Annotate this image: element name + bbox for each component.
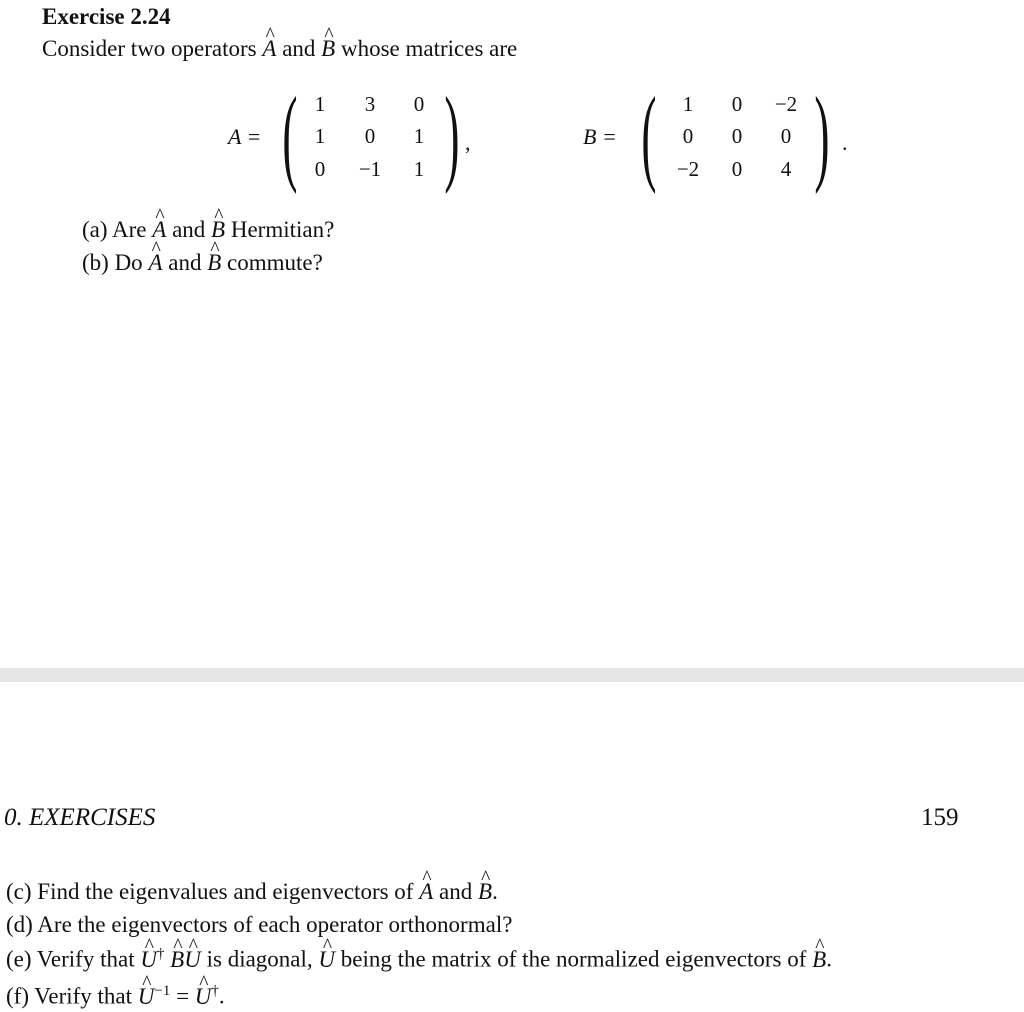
question-a-and: and <box>172 217 206 242</box>
operator-b-hat: ^ B <box>211 217 225 243</box>
question-b-prefix: (b) Do <box>82 250 143 275</box>
equals-sign: = <box>176 983 190 1009</box>
page-divider <box>0 668 1024 682</box>
question-e <box>6 946 832 973</box>
question-d: (d) Are the eigenvectors of each operator orthonormal? <box>6 912 513 937</box>
intro-and: and <box>282 36 316 61</box>
matrix-a-cell: 1 <box>413 157 425 181</box>
question-a-suffix: Hermitian? <box>230 217 335 242</box>
question-c <box>6 879 498 905</box>
matrix-b-cell: 0 <box>780 124 792 148</box>
exercise-title: Exercise 2.24 <box>42 4 171 29</box>
question-e-end: . <box>826 946 832 972</box>
intro-suffix: whose matrices are <box>340 36 518 61</box>
intro-prefix: Consider two operators <box>42 36 257 61</box>
question-e-suffix: being the matrix of the normalized eigenvectors of <box>340 946 807 972</box>
matrix-b-cell: −2 <box>774 92 798 116</box>
operator-u-hat: ^ U <box>195 984 212 1010</box>
matrix-a-cell: 0 <box>314 157 326 181</box>
dagger-symbol: † <box>156 946 165 962</box>
matrix-b-right-paren: ) <box>814 76 830 195</box>
matrix-a-cell: −1 <box>358 157 382 181</box>
question-c-and: and <box>439 879 473 904</box>
operator-b-hat: ^ B <box>321 36 335 62</box>
matrix-b-cell: 0 <box>731 92 743 116</box>
matrix-a-cell: 0 <box>413 92 425 116</box>
operator-b-hat: ^ B <box>170 947 184 973</box>
operator-u-hat: ^ U <box>140 947 157 973</box>
question-a-prefix: (a) Are <box>82 217 147 242</box>
question-f-prefix: (f) Verify that <box>6 983 133 1009</box>
matrix-a-label: A = <box>228 124 262 149</box>
matrix-a-cell: 3 <box>364 92 376 116</box>
operator-u-hat: ^ U <box>184 947 201 973</box>
matrix-b-trailing: . <box>842 130 848 155</box>
inverse-exponent: −1 <box>154 983 171 999</box>
question-b-and: and <box>168 250 202 275</box>
operator-a-hat: ^ A <box>419 879 433 905</box>
matrix-b-left-paren: ( <box>641 76 657 195</box>
question-f-end: . <box>218 983 225 1009</box>
question-f <box>6 983 225 1010</box>
exercise-intro <box>42 36 517 62</box>
dagger-symbol: † <box>211 983 219 999</box>
matrix-a-left-paren: ( <box>282 76 298 195</box>
matrix-b-cell: 0 <box>731 157 743 181</box>
question-c-prefix: (c) Find the eigenvalues and eigenvectors of <box>6 879 414 904</box>
operator-u-hat: ^ U <box>138 984 155 1010</box>
matrix-b-cell: −2 <box>676 157 700 181</box>
page-number: 159 <box>921 804 959 831</box>
question-a <box>82 217 334 243</box>
matrix-b-cell: 0 <box>682 124 694 148</box>
matrix-a-cell: 0 <box>364 124 376 148</box>
matrix-a-cell: 1 <box>314 124 326 148</box>
question-b-suffix: commute? <box>227 250 323 275</box>
matrix-b-cell: 0 <box>731 124 743 148</box>
operator-a-hat: ^ A <box>152 217 166 243</box>
matrix-a-right-paren: ) <box>444 76 460 195</box>
question-e-mid: is diagonal, <box>206 946 313 972</box>
operator-b-hat: ^ B <box>812 947 826 973</box>
operator-b-hat: ^ B <box>207 250 221 276</box>
operator-a-hat: ^ A <box>262 36 276 62</box>
operator-b-hat: ^ B <box>478 879 492 905</box>
operator-u-hat: ^ U <box>318 947 335 973</box>
operator-a-hat: ^ A <box>148 250 162 276</box>
question-c-end: . <box>492 879 498 904</box>
matrix-a-trailing: , <box>465 130 471 155</box>
matrix-a-cell: 1 <box>314 92 326 116</box>
question-b <box>82 250 323 276</box>
matrix-b-cell: 1 <box>682 92 694 116</box>
section-header: 0. EXERCISES <box>4 804 156 831</box>
matrix-b-label: B = <box>583 124 617 149</box>
matrix-b-cell: 4 <box>780 157 792 181</box>
matrix-a-cell: 1 <box>413 124 425 148</box>
question-e-prefix: (e) Verify that <box>6 946 135 972</box>
